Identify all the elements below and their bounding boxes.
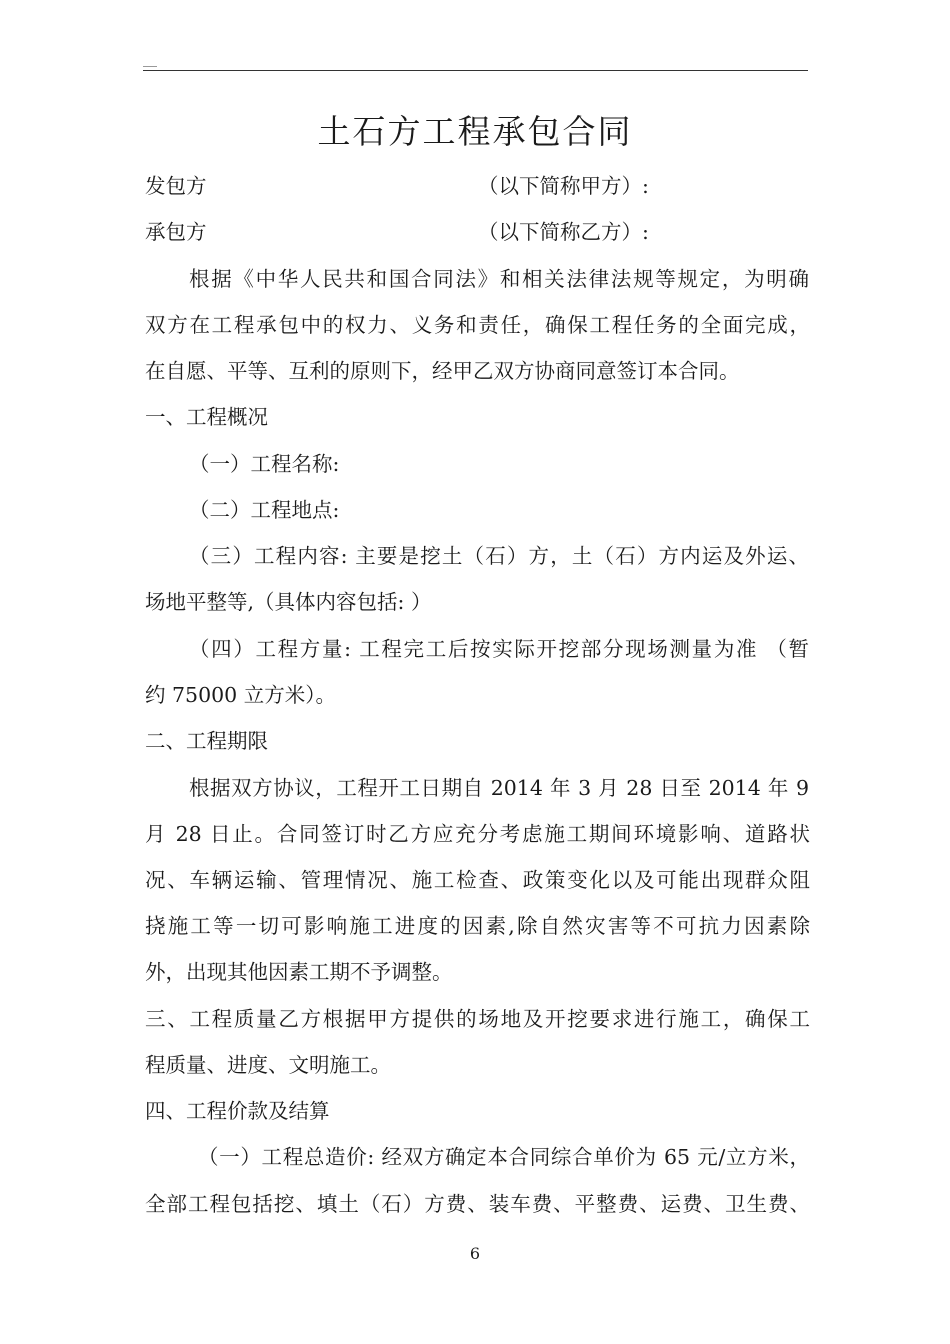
clause-line: （四）工程方量: 工程完工后按实际开挖部分现场测量为准 （暂 (189, 637, 809, 661)
section-heading: 一、工程概况 (145, 405, 268, 429)
section-heading: 二、工程期限 (145, 729, 268, 753)
paragraph-line: 程质量、进度、文明施工。 (145, 1053, 391, 1077)
paragraph-line: 外，出现其他因素工期不予调整。 (145, 960, 453, 984)
contractor-label: 承包方 (145, 220, 207, 244)
paragraph-line: 月 28 日止。合同签订时乙方应充分考虑施工期间环境影响、道路状 (145, 822, 810, 846)
paragraph-line: 根据《中华人民共和国合同法》和相关法律法规等规定，为明确 (189, 267, 809, 291)
clause-line: （三）工程内容: 主要是挖土（石）方，土（石）方内运及外运、 (189, 544, 809, 568)
header-mark (143, 66, 157, 67)
clause-line: （一）工程名称: (189, 452, 340, 476)
contractor-suffix: （以下简称乙方）: (478, 220, 649, 244)
header-rule (143, 70, 808, 71)
paragraph-line: 双方在工程承包中的权力、义务和责任，确保工程任务的全面完成， (145, 313, 810, 337)
document-title: 土石方工程承包合同 (317, 112, 633, 151)
section-heading: 三、工程质量乙方根据甲方提供的场地及开挖要求进行施工，确保工 (145, 1007, 810, 1031)
section-heading: 四、工程价款及结算 (145, 1099, 330, 1123)
page-number: 6 (469, 1244, 481, 1263)
clause-line: （一）工程总造价: 经双方确定本合同综合单价为 65 元/立方米， (198, 1145, 810, 1169)
clause-line: 全部工程包括挖、填土（石）方费、装车费、平整费、运费、卫生费、 (145, 1192, 810, 1216)
clause-line: 场地平整等,（具体内容包括: ） (145, 590, 432, 614)
issuer-label: 发包方 (145, 174, 207, 198)
paragraph-line: 根据双方协议，工程开工日期自 2014 年 3 月 28 日至 2014 年 9 (189, 776, 809, 800)
clause-line: 约 75000 立方米）。 (145, 683, 336, 707)
paragraph-line: 挠施工等一切可影响施工进度的因素,除自然灾害等不可抗力因素除 (145, 914, 810, 938)
paragraph-line: 在自愿、平等、互利的原则下，经甲乙双方协商同意签订本合同。 (145, 359, 740, 383)
paragraph-line: 况、车辆运输、管理情况、施工检查、政策变化以及可能出现群众阻 (145, 868, 810, 892)
clause-line: （二）工程地点: (189, 498, 340, 522)
issuer-suffix: （以下简称甲方）: (478, 174, 649, 198)
